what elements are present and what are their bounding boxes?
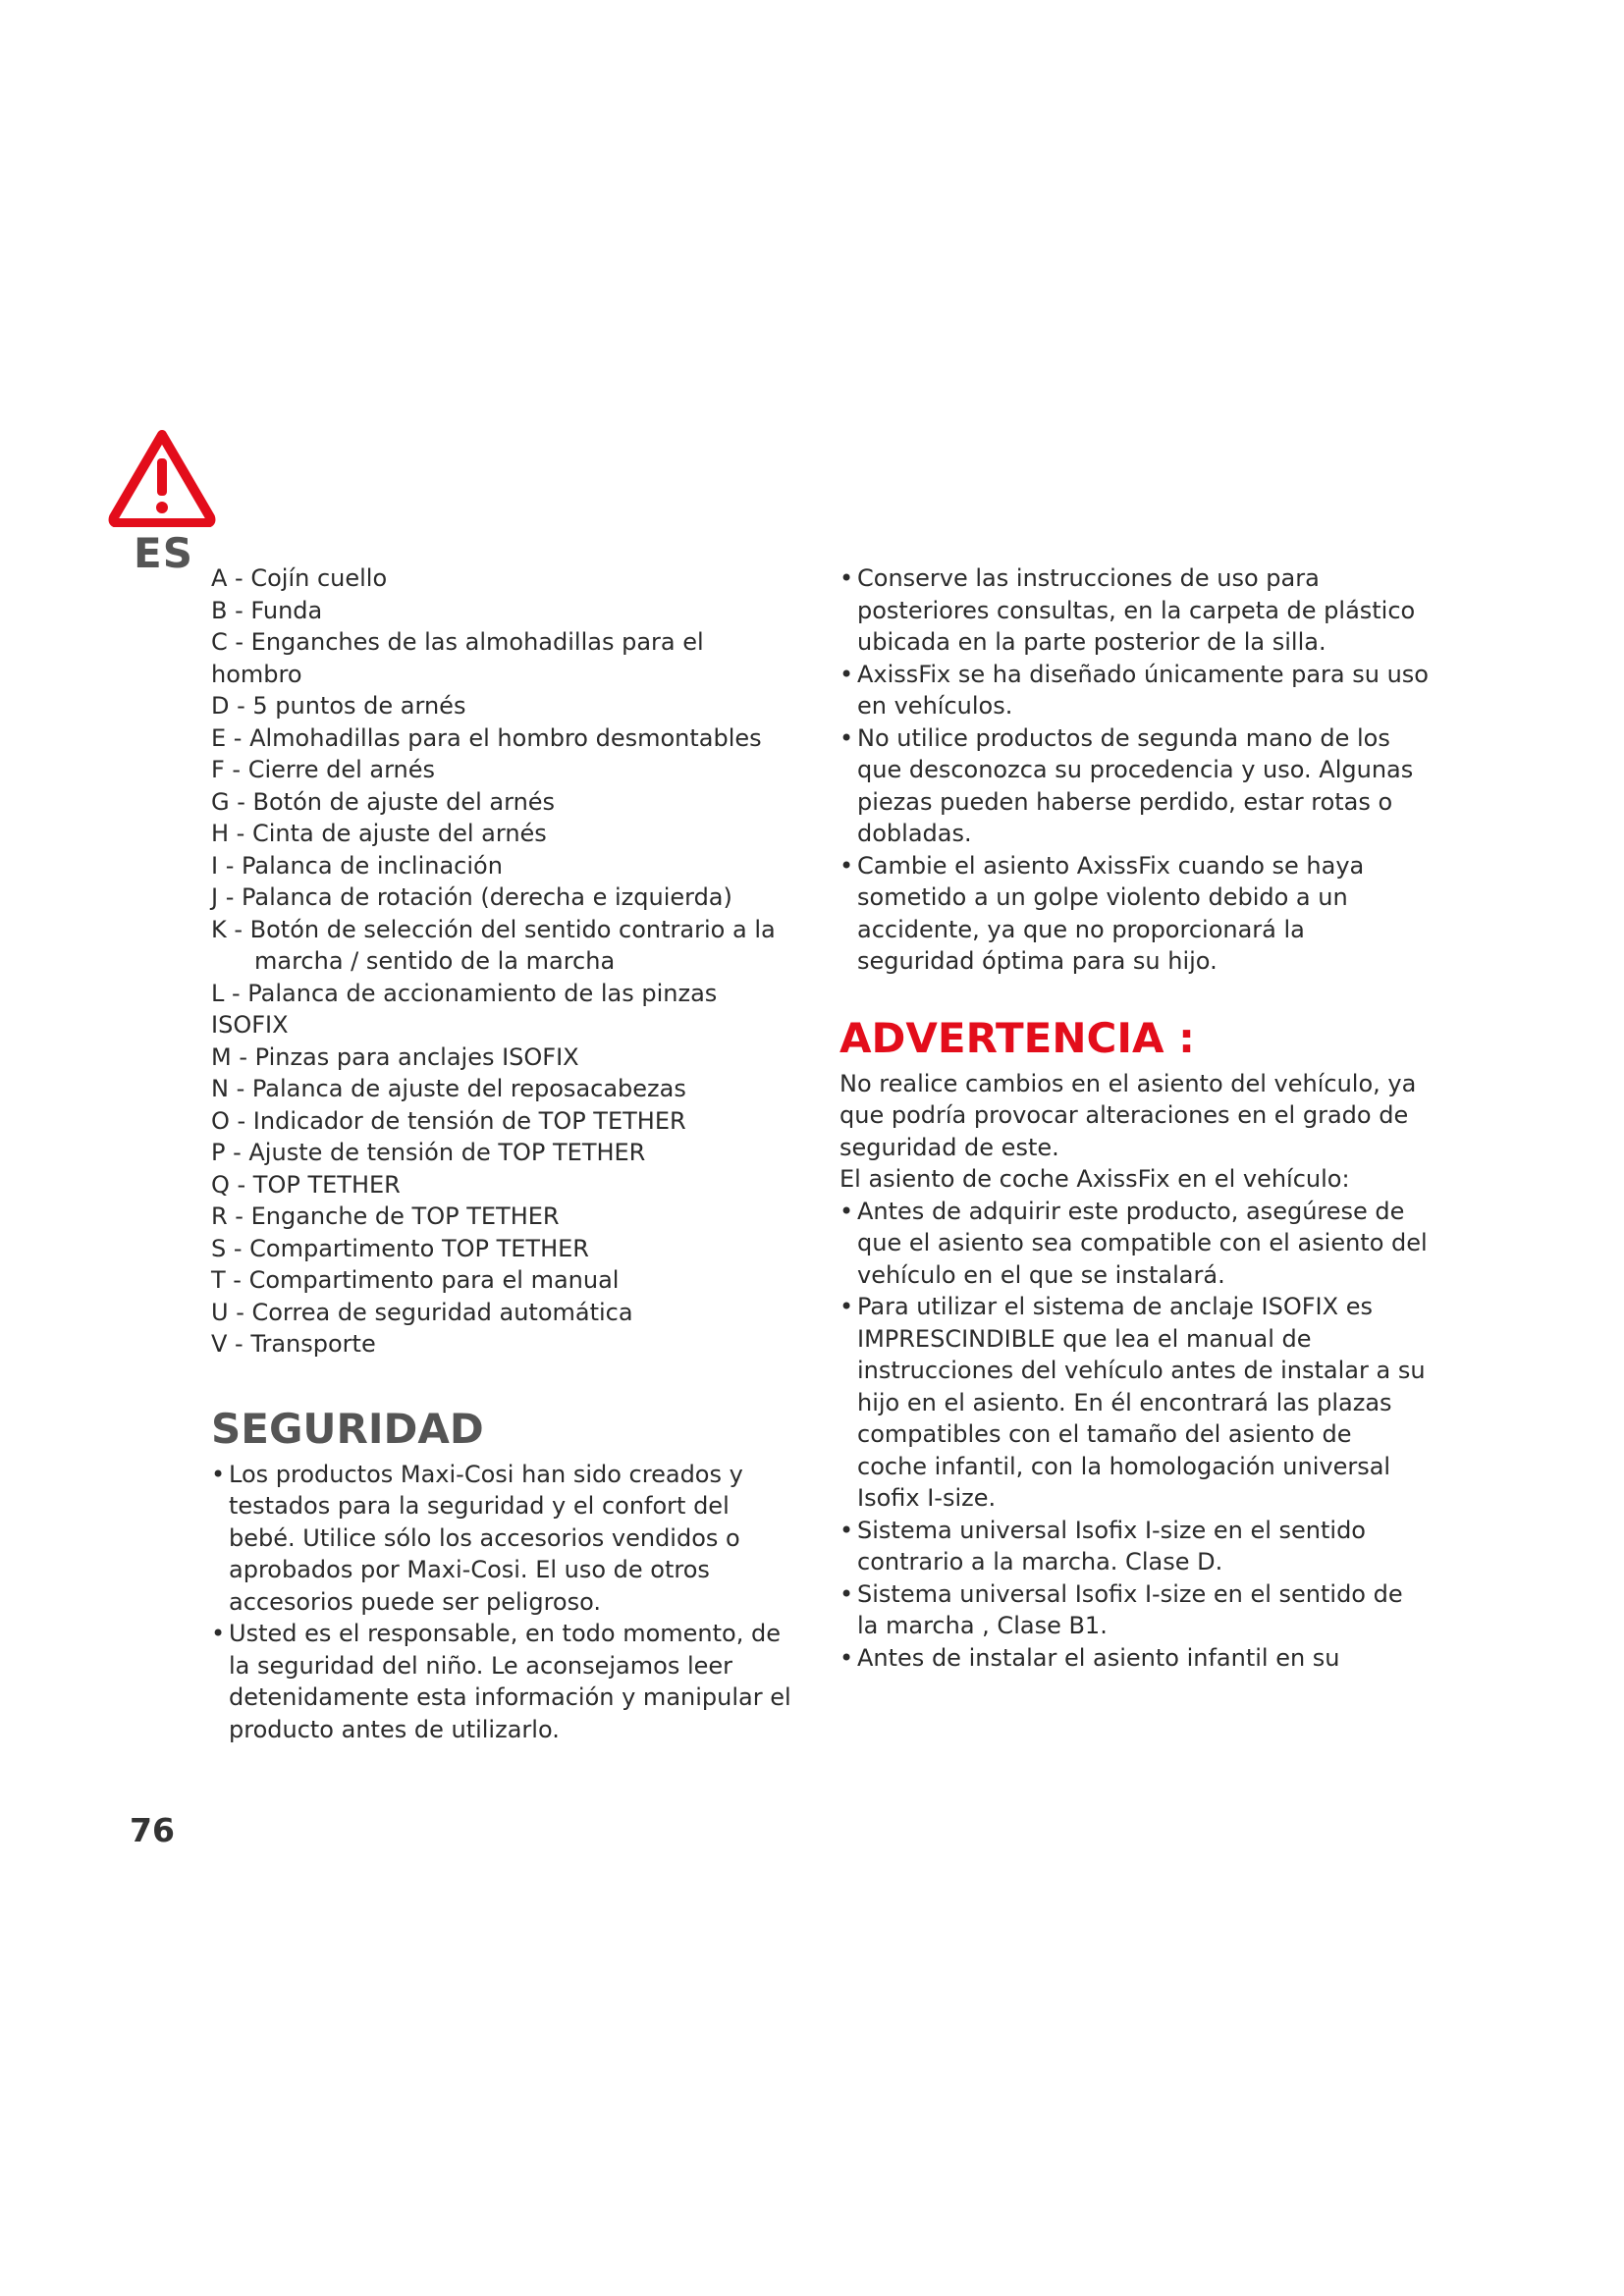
part-item: P - Ajuste de tensión de TOP TETHER (211, 1139, 646, 1166)
instructions-list (839, 562, 1429, 978)
right-column (839, 562, 1429, 1674)
parts-list (211, 562, 800, 1361)
advertencia-list (839, 1196, 1429, 1675)
part-item: O - Indicador de tensión de TOP TETHER (211, 1106, 686, 1135)
advertencia-bullet: • Sistema universal Isofix I-size en el sentido de la marcha , Clase B1. (839, 1578, 1429, 1642)
part-item: F - Cierre del arnés (211, 756, 436, 783)
advertencia-heading: ADVERTENCIA : (839, 1013, 1195, 1062)
instruction-bullet: • AxissFix se ha diseñado únicamente para su uso en vehículos. (839, 659, 1429, 722)
part-item: G - Botón de ajuste del arnés (211, 787, 556, 816)
advertencia-subintro: El asiento de coche AxissFix en el vehículo: (839, 1165, 1350, 1193)
advertencia-bullet: • Para utilizar el sistema de anclaje ISOFIX es IMPRESCINDIBLE que lea el manual de instrucciones del vehículo antes de instalar a su hijo en el asiento. En él encontrará las plazas compatibles con el tamaño del asiento de coche infantil, con la homologación universal Isofix I-size. (839, 1291, 1429, 1515)
instruction-bullet: • Cambie el asiento AxissFix cuando se haya sometido a un golpe violento debido a un accidente, ya que no proporcionará la seguridad óptima para su hijo. (839, 850, 1429, 978)
warning-triangle-icon (108, 429, 216, 527)
page-number: 76 (130, 1811, 175, 1849)
part-item: D - 5 puntos de arnés (211, 692, 466, 720)
part-item: U - Correa de seguridad automática (211, 1298, 633, 1326)
part-item: T - Compartimento para el manual (211, 1266, 620, 1294)
seguridad-bullet: • Usted es el responsable, en todo momento, de la seguridad del niño. Le aconsejamos leer detenidamente esta información y manipular el producto antes de utilizarlo. (211, 1618, 800, 1745)
part-item: S - Compartimento TOP TETHER (211, 1234, 589, 1262)
part-item: M - Pinzas para anclajes ISOFIX (211, 1042, 579, 1071)
part-item: R - Enganche de TOP TETHER (211, 1202, 560, 1230)
advertencia-bullet: • Antes de adquirir este producto, asegúrese de que el asiento sea compatible con el asiento del vehículo en el que se instalará. (839, 1196, 1429, 1292)
part-item: H - Cinta de ajuste del arnés (211, 820, 547, 847)
part-item: A - Cojín cuello (211, 564, 388, 592)
part-item: E - Almohadillas para el hombro desmontables (211, 723, 762, 752)
advertencia-bullet: • Antes de instalar el asiento infantil en su (839, 1642, 1429, 1675)
part-item: N - Palanca de ajuste del reposacabezas (211, 1075, 686, 1102)
advertencia-bullet: • Sistema universal Isofix I-size en el sentido contrario a la marcha. Clase D. (839, 1515, 1429, 1578)
part-item: K - Botón de selección del sentido contrario a la marcha / sentido de la marcha (211, 915, 776, 975)
language-code: ES (134, 529, 193, 577)
instruction-bullet: • No utilice productos de segunda mano de los que desconozca su procedencia y uso. Algunas piezas pueden haberse perdido, estar rotas o dobladas. (839, 722, 1429, 850)
part-item: J - Palanca de rotación (derecha e izquierda) (211, 883, 732, 911)
part-item: I - Palanca de inclinación (211, 851, 503, 880)
instruction-bullet: • Conserve las instrucciones de uso para posteriores consultas, en la carpeta de plástico ubicada en la parte posterior de la silla. (839, 562, 1429, 659)
seguridad-heading: SEGURIDAD (211, 1404, 484, 1453)
part-item: V - Transporte (211, 1330, 376, 1358)
seguridad-bullet: • Los productos Maxi-Cosi han sido creados y testados para la seguridad y el confort del bebé. Utilice sólo los accesorios vendidos o aprobados por Maxi-Cosi. El uso de otros accesorios puede ser peligroso. (211, 1459, 800, 1619)
part-item: C - Enganches de las almohadillas para el hombro (211, 628, 704, 688)
part-item: Q - TOP TETHER (211, 1170, 401, 1199)
part-item: B - Funda (211, 596, 323, 624)
advertencia-intro: No realice cambios en el asiento del vehículo, ya que podría provocar alteraciones en el grado de seguridad de este. (839, 1069, 1417, 1161)
part-item: L - Palanca de accionamiento de las pinzas ISOFIX (211, 979, 718, 1039)
seguridad-list (211, 1459, 800, 1746)
left-column (211, 562, 800, 1745)
